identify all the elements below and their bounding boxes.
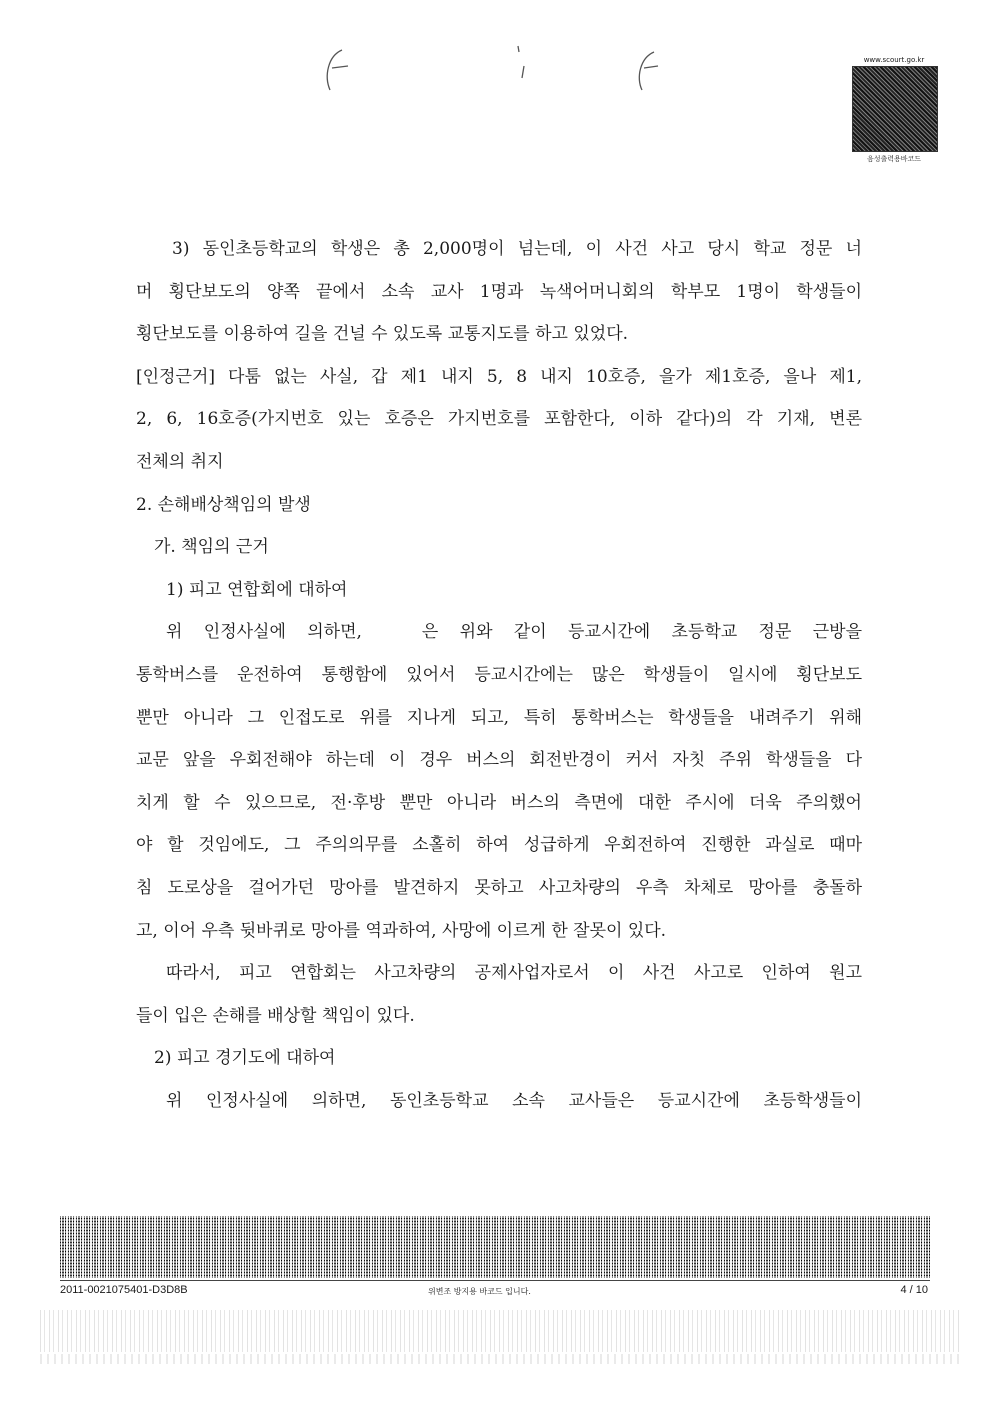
body-line (136, 611, 862, 654)
body-line: 뿐만 아니라 그 인접도로 위를 지나게 되고, 특히 통학버스는 학생들을 내려주기 위해 (136, 707, 862, 728)
barcode-note: 위변조 방지용 바코드 입니다. (428, 1287, 531, 1296)
document-body (136, 228, 862, 1122)
footer-divider (60, 1280, 930, 1281)
body-line-part: 은 위와 같이 등교시간에 초등학교 정문 근방을 (421, 622, 862, 643)
subsection-heading: 1) 피고 연합회에 대하여 (166, 579, 348, 600)
page-number: 4 / 10 (900, 1284, 928, 1296)
qr-url: www.scourt.go.kr (863, 56, 925, 64)
qr-caption: 음성출력용바코드 (866, 155, 922, 163)
subsection-heading: 가. 책임의 근거 (154, 537, 269, 558)
qr-code-block (852, 56, 936, 164)
body-line: 치게 할 수 있으므로, 전·후방 뿐만 아니라 버스의 측면에 대한 주시에 더욱 주의했어 (136, 792, 862, 813)
scan-noise (40, 1354, 960, 1364)
body-line: 머 횡단보도의 양쪽 끝에서 소속 교사 1명과 녹색어머니회의 학부모 1명이 학생들이 (136, 281, 862, 302)
body-line: 침 도로상을 걸어가던 망아를 발견하지 못하고 사고차량의 우측 차체로 망아를 충돌하 (136, 877, 862, 898)
body-line: 통학버스를 운전하여 통행함에 있어서 등교시간에는 많은 학생들이 일시에 횡단보도 (136, 664, 862, 685)
anti-forgery-barcode (60, 1216, 930, 1278)
body-line-part: 위 인정사실에 의하면, (166, 622, 362, 643)
body-line: 횡단보도를 이용하여 길을 건널 수 있도록 교통지도를 하고 있었다. (136, 324, 629, 345)
body-line: 2, 6, 16호증(가지번호 있는 호증은 가지번호를 포함한다, 이하 같다)의 각 기재, 변론 (136, 409, 862, 430)
scan-noise (40, 1310, 960, 1352)
handwritten-mark-right (639, 52, 658, 90)
body-line: 고, 이어 우측 뒷바퀴로 망아를 역과하여, 사망에 이르게 한 잘못이 있다. (136, 920, 667, 941)
handwritten-mark-center (518, 46, 524, 78)
body-line: 위 인정사실에 의하면, 동인초등학교 소속 교사들은 등교시간에 초등학생들이 (166, 1090, 862, 1111)
body-line: 전체의 취지 (136, 451, 224, 472)
handwritten-marks (318, 38, 678, 98)
body-line: 3) 동인초등학교의 학생은 총 2,000명이 넘는데, 이 사건 사고 당시 학교 정문 너 (172, 239, 862, 259)
qr-code-icon (852, 66, 938, 152)
body-line: 교문 앞을 우회전해야 하는데 이 경우 버스의 회전반경이 커서 자칫 주위 학생들을 다 (136, 750, 862, 771)
document-id: 2011-0021075401-D3D8B (60, 1284, 188, 1296)
body-line: 야 할 것임에도, 그 주의의무를 소홀히 하여 성급하게 우회전하여 진행한 과실로 때마 (136, 835, 862, 856)
body-line: 들이 입은 손해를 배상할 책임이 있다. (136, 1005, 415, 1026)
body-line: 따라서, 피고 연합회는 사고차량의 공제사업자로서 이 사건 사고로 인하여 원고 (166, 963, 862, 984)
section-heading: 2. 손해배상책임의 발생 (136, 494, 311, 515)
handwritten-mark-left (327, 50, 348, 90)
body-line: [인정근거] 다툼 없는 사실, 갑 제1 내지 5, 8 내지 10호증, 을가 제1호증, 을나 제1, (136, 366, 862, 387)
subsection-heading: 2) 피고 경기도에 대하여 (154, 1048, 336, 1069)
